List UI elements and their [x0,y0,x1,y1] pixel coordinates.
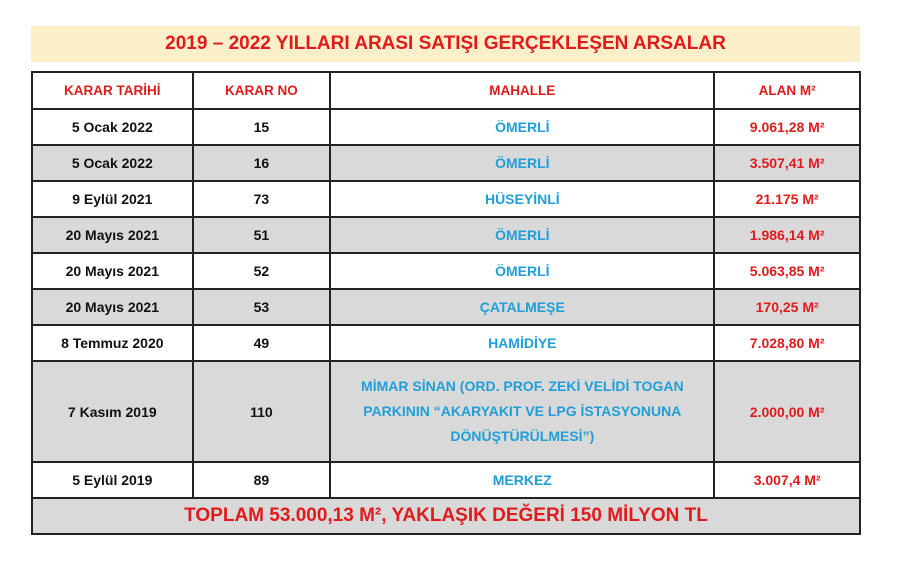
cell-karar-tarihi: 5 Ocak 2022 [32,109,193,145]
table-header-row [32,72,860,109]
total-row [32,498,860,534]
cell-mahalle: ÖMERLİ [330,217,714,253]
cell-mahalle: ÖMERLİ [330,145,714,181]
cell-karar-tarihi: 5 Eylül 2019 [32,462,193,498]
table-row [32,361,860,462]
cell-alan: 2.000,00 M² [714,361,860,462]
cell-karar-tarihi: 20 Mayıs 2021 [32,217,193,253]
cell-alan: 1.986,14 M² [714,217,860,253]
cell-mahalle: ÖMERLİ [330,109,714,145]
cell-alan: 21.175 M² [714,181,860,217]
cell-mahalle: MİMAR SİNAN (ORD. PROF. ZEKİ VELİDİ TOGAN PARKININ “AKARYAKIT VE LPG İSTASYONUNA DÖNÜŞTÜRÜLMESİ”) [330,361,714,462]
cell-karar-no: 49 [193,325,331,361]
table-row [32,325,860,361]
cell-karar-tarihi: 20 Mayıs 2021 [32,289,193,325]
header-karar-no: KARAR NO [193,72,331,109]
cell-karar-no: 16 [193,145,331,181]
cell-karar-tarihi: 9 Eylül 2021 [32,181,193,217]
table-row [32,462,860,498]
cell-karar-no: 52 [193,253,331,289]
cell-alan: 9.061,28 M² [714,109,860,145]
table-row [32,217,860,253]
cell-karar-no: 15 [193,109,331,145]
cell-karar-tarihi: 8 Temmuz 2020 [32,325,193,361]
table-row [32,145,860,181]
header-karar-tarihi: KARAR TARİHİ [32,72,193,109]
cell-karar-tarihi: 5 Ocak 2022 [32,145,193,181]
table-row [32,253,860,289]
table-row [32,181,860,217]
cell-alan: 170,25 M² [714,289,860,325]
header-alan: ALAN M² [714,72,860,109]
cell-karar-no: 53 [193,289,331,325]
cell-karar-no: 73 [193,181,331,217]
page-title: 2019 – 2022 YILLARI ARASI SATIŞI GERÇEKLEŞEN ARSALAR [165,33,726,54]
cell-alan: 7.028,80 M² [714,325,860,361]
cell-mahalle: ÇATALMEŞE [330,289,714,325]
header-mahalle: MAHALLE [330,72,714,109]
cell-karar-no: 89 [193,462,331,498]
cell-karar-tarihi: 7 Kasım 2019 [32,361,193,462]
cell-alan: 3.007,4 M² [714,462,860,498]
cell-alan: 5.063,85 M² [714,253,860,289]
cell-mahalle: MERKEZ [330,462,714,498]
table-row [32,289,860,325]
cell-alan: 3.507,41 M² [714,145,860,181]
total-summary: TOPLAM 53.000,13 M², YAKLAŞIK DEĞERİ 150 MİLYON TL [32,498,860,534]
cell-mahalle: ÖMERLİ [330,253,714,289]
cell-karar-tarihi: 20 Mayıs 2021 [32,253,193,289]
page-title-banner [31,26,860,62]
cell-mahalle: HAMİDİYE [330,325,714,361]
cell-karar-no: 51 [193,217,331,253]
land-sales-table [31,71,861,535]
table-row [32,109,860,145]
cell-mahalle: HÜSEYİNLİ [330,181,714,217]
cell-karar-no: 110 [193,361,331,462]
